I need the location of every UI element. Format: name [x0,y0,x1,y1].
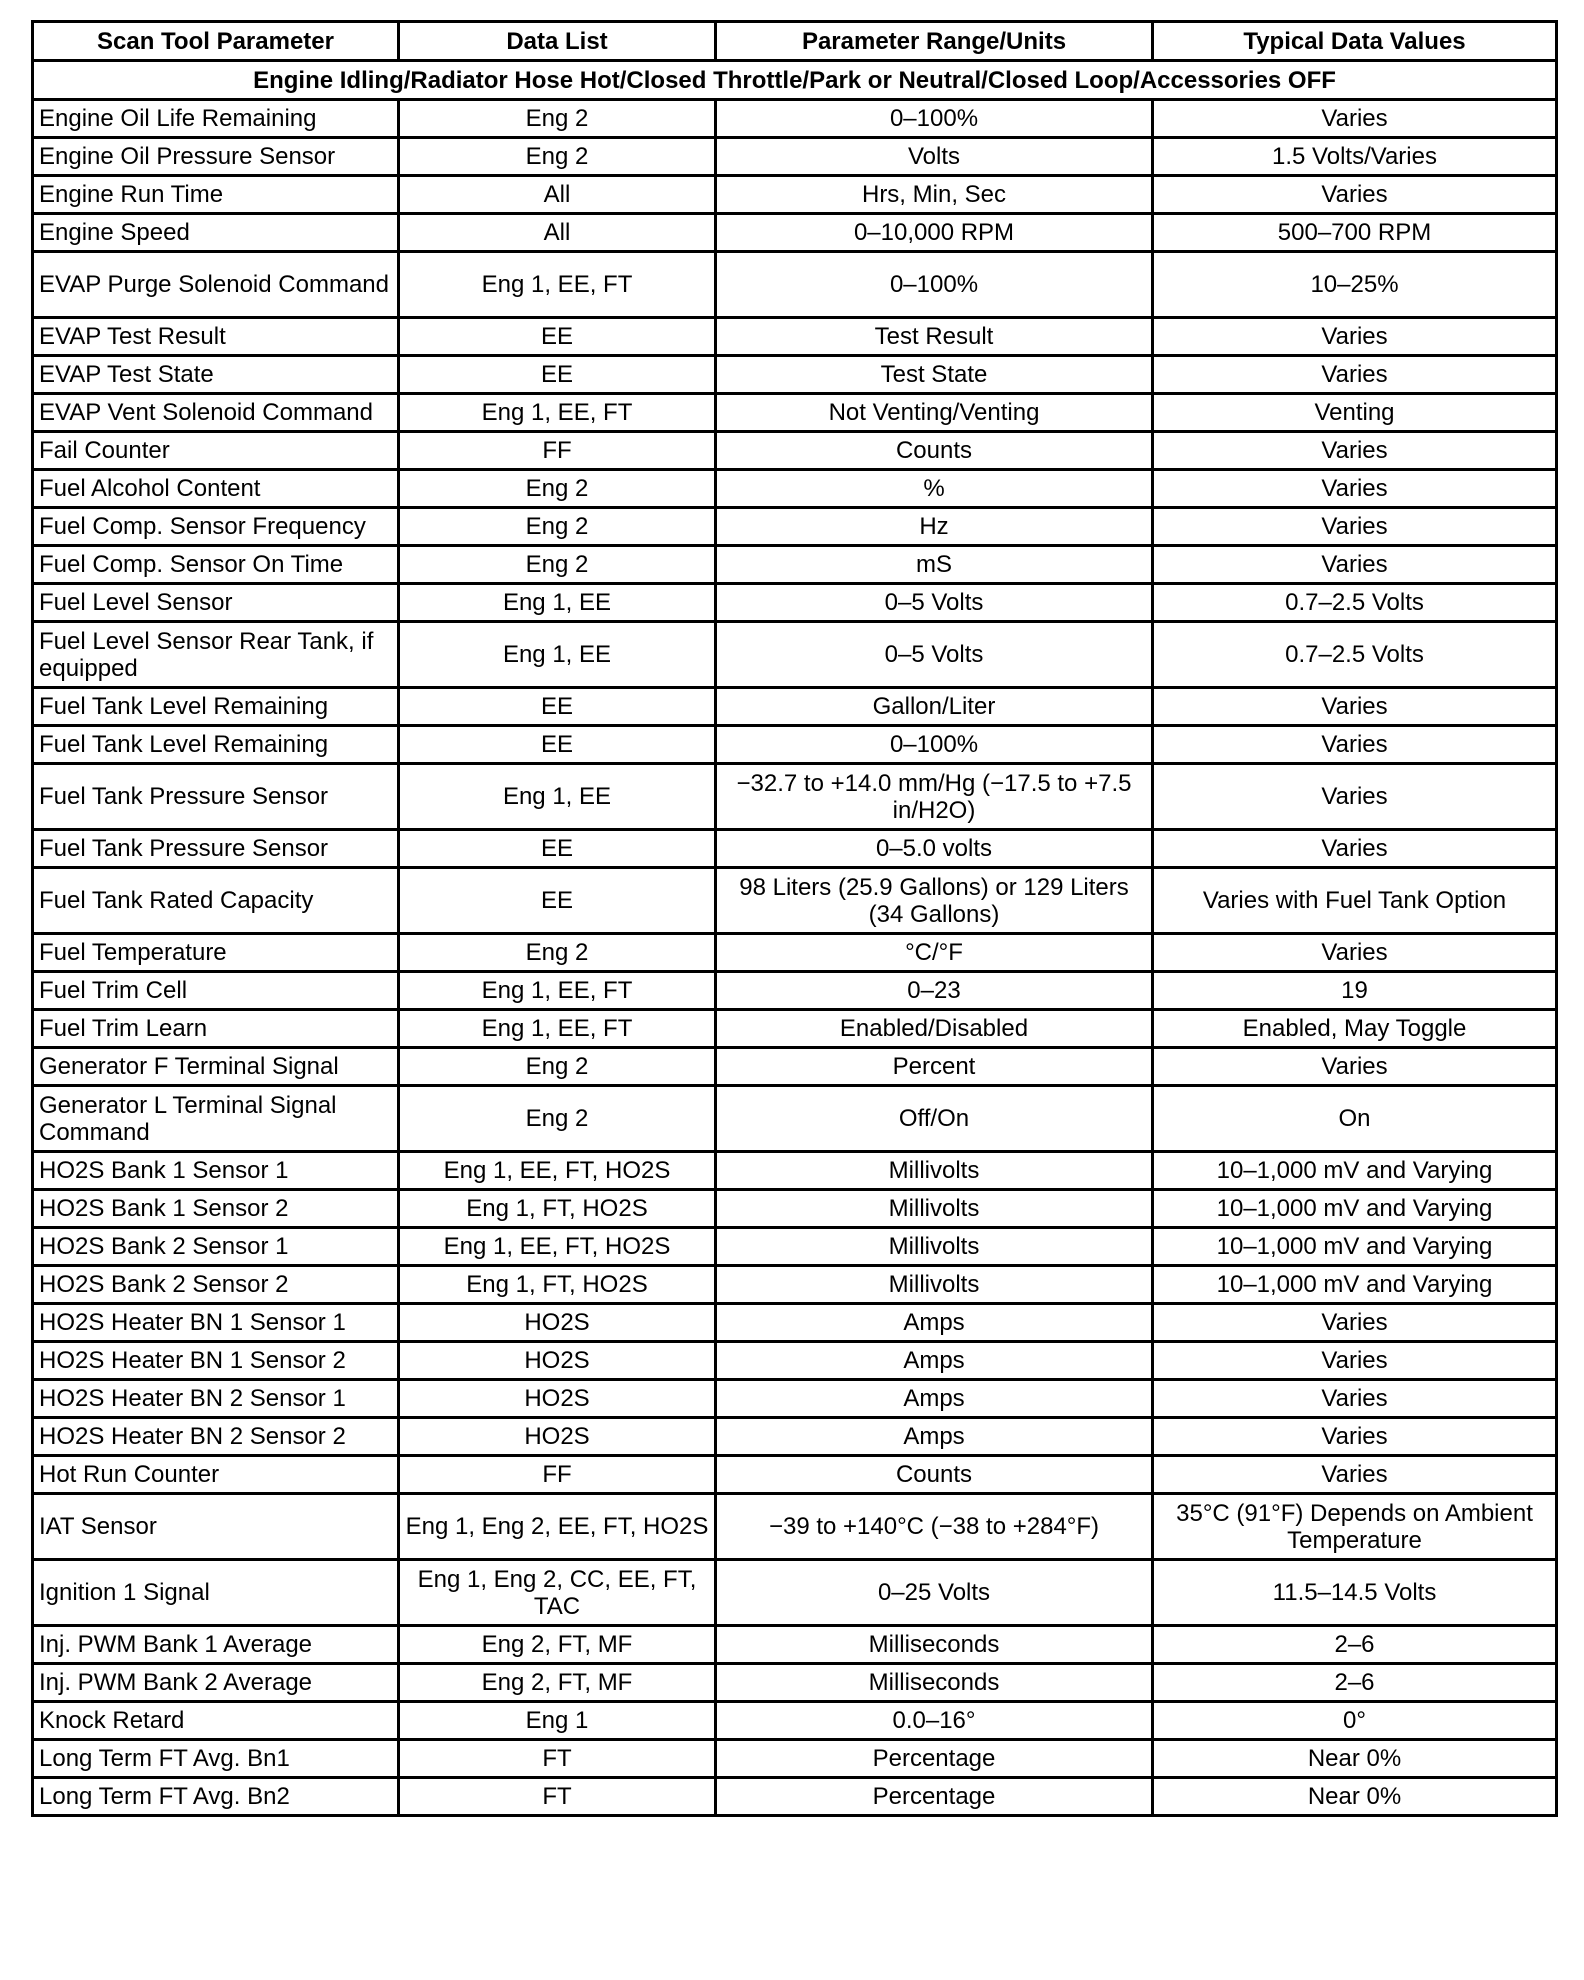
param-cell: Long Term FT Avg. Bn1 [33,1740,399,1778]
table-row [33,1740,1557,1778]
range-units-cell: Milliseconds [716,1664,1153,1702]
param-cell: HO2S Bank 2 Sensor 1 [33,1228,399,1266]
range-units-cell: Amps [716,1380,1153,1418]
range-units-cell: Percent [716,1048,1153,1086]
typical-value-cell: 0.7–2.5 Volts [1153,622,1557,688]
range-units-cell: Millivolts [716,1190,1153,1228]
table-row [33,726,1557,764]
data-list-cell: Eng 1, Eng 2, EE, FT, HO2S [399,1494,716,1560]
param-cell: EVAP Purge Solenoid Command [33,252,399,318]
range-units-cell: % [716,470,1153,508]
data-list-cell: EE [399,356,716,394]
range-units-cell: Not Venting/Venting [716,394,1153,432]
data-list-cell: EE [399,318,716,356]
param-cell: Inj. PWM Bank 2 Average [33,1664,399,1702]
typical-value-cell: Near 0% [1153,1740,1557,1778]
range-units-cell: Hz [716,508,1153,546]
range-units-cell: Amps [716,1304,1153,1342]
data-list-cell: Eng 2 [399,508,716,546]
data-list-cell: Eng 1, EE, FT, HO2S [399,1228,716,1266]
param-cell: HO2S Heater BN 2 Sensor 1 [33,1380,399,1418]
param-cell: HO2S Bank 1 Sensor 1 [33,1152,399,1190]
table-row [33,138,1557,176]
param-cell: Fuel Tank Pressure Sensor [33,830,399,868]
table-row [33,1304,1557,1342]
table-row [33,252,1557,318]
param-cell: Fuel Tank Level Remaining [33,726,399,764]
table-row [33,584,1557,622]
data-list-cell: Eng 1, Eng 2, CC, EE, FT, TAC [399,1560,716,1626]
table-row [33,1560,1557,1626]
data-list-cell: EE [399,688,716,726]
data-list-cell: Eng 2 [399,1048,716,1086]
typical-value-cell: 11.5–14.5 Volts [1153,1560,1557,1626]
table-row [33,318,1557,356]
range-units-cell: Volts [716,138,1153,176]
table-row [33,972,1557,1010]
range-units-cell: Amps [716,1418,1153,1456]
range-units-cell: Millivolts [716,1266,1153,1304]
typical-value-cell: Varies [1153,356,1557,394]
typical-value-cell: 2–6 [1153,1626,1557,1664]
data-list-cell: HO2S [399,1418,716,1456]
data-list-cell: EE [399,868,716,934]
range-units-cell: Percentage [716,1778,1153,1816]
typical-value-cell: Varies [1153,1342,1557,1380]
param-cell: Fuel Comp. Sensor Frequency [33,508,399,546]
range-units-cell: Percentage [716,1740,1153,1778]
typical-value-cell: 0° [1153,1702,1557,1740]
param-cell: Generator F Terminal Signal [33,1048,399,1086]
range-units-cell: 0–5 Volts [716,584,1153,622]
typical-value-cell: On [1153,1086,1557,1152]
param-cell: Fail Counter [33,432,399,470]
header-data-list: Data List [399,22,716,61]
typical-value-cell: Varies [1153,764,1557,830]
param-cell: Fuel Tank Level Remaining [33,688,399,726]
table-row [33,830,1557,868]
param-cell: Fuel Trim Cell [33,972,399,1010]
data-list-cell: Eng 2 [399,1086,716,1152]
table-row [33,1626,1557,1664]
range-units-cell: Millivolts [716,1152,1153,1190]
param-cell: Fuel Level Sensor Rear Tank, if equipped [33,622,399,688]
data-list-cell: Eng 1 [399,1702,716,1740]
table-row [33,394,1557,432]
param-cell: Hot Run Counter [33,1456,399,1494]
data-list-cell: Eng 1, EE, FT [399,1010,716,1048]
data-list-cell: FF [399,1456,716,1494]
typical-value-cell: 10–25% [1153,252,1557,318]
range-units-cell: 0–5.0 volts [716,830,1153,868]
data-list-cell: Eng 1, FT, HO2S [399,1266,716,1304]
typical-value-cell: Varies with Fuel Tank Option [1153,868,1557,934]
typical-value-cell: Varies [1153,176,1557,214]
typical-value-cell: Varies [1153,432,1557,470]
typical-value-cell: Varies [1153,1380,1557,1418]
range-units-cell: −32.7 to +14.0 mm/Hg (−17.5 to +7.5 in/H2O) [716,764,1153,830]
param-cell: Ignition 1 Signal [33,1560,399,1626]
table-row [33,100,1557,138]
typical-value-cell: Varies [1153,508,1557,546]
param-cell: EVAP Vent Solenoid Command [33,394,399,432]
range-units-cell: 0–100% [716,252,1153,318]
table-row [33,688,1557,726]
table-row [33,622,1557,688]
table-row [33,470,1557,508]
table-row [33,1702,1557,1740]
typical-value-cell: Varies [1153,934,1557,972]
data-list-cell: Eng 1, FT, HO2S [399,1190,716,1228]
range-units-cell: 0–5 Volts [716,622,1153,688]
typical-value-cell: Varies [1153,688,1557,726]
data-list-cell: EE [399,726,716,764]
data-list-cell: Eng 2 [399,138,716,176]
typical-value-cell: Varies [1153,1418,1557,1456]
typical-value-cell: 1.5 Volts/Varies [1153,138,1557,176]
range-units-cell: Enabled/Disabled [716,1010,1153,1048]
table-row [33,1010,1557,1048]
range-units-cell: Millivolts [716,1228,1153,1266]
table-row [33,1266,1557,1304]
header-scan-tool-parameter: Scan Tool Parameter [33,22,399,61]
table-row [33,432,1557,470]
typical-value-cell: Varies [1153,1304,1557,1342]
data-list-cell: Eng 1, EE [399,764,716,830]
param-cell: HO2S Heater BN 1 Sensor 1 [33,1304,399,1342]
typical-value-cell: 0.7–2.5 Volts [1153,584,1557,622]
typical-value-cell: Varies [1153,830,1557,868]
data-list-cell: Eng 1, EE, FT [399,252,716,318]
range-units-cell: mS [716,546,1153,584]
typical-value-cell: Varies [1153,546,1557,584]
scan-tool-data-table [31,20,1558,1817]
data-list-cell: All [399,214,716,252]
data-list-cell: HO2S [399,1380,716,1418]
data-list-cell: HO2S [399,1342,716,1380]
header-row [33,22,1557,61]
data-list-cell: Eng 2, FT, MF [399,1664,716,1702]
data-list-cell: Eng 2 [399,546,716,584]
data-list-cell: FF [399,432,716,470]
section-title: Engine Idling/Radiator Hose Hot/Closed Throttle/Park or Neutral/Closed Loop/Accessories OFF [33,61,1557,100]
table-row [33,1664,1557,1702]
param-cell: Fuel Alcohol Content [33,470,399,508]
header-typical-data-values: Typical Data Values [1153,22,1557,61]
section-row [33,61,1557,100]
range-units-cell: 0–23 [716,972,1153,1010]
typical-value-cell: Varies [1153,318,1557,356]
typical-value-cell: 35°C (91°F) Depends on Ambient Temperature [1153,1494,1557,1560]
data-list-cell: Eng 2, FT, MF [399,1626,716,1664]
table-row [33,1778,1557,1816]
param-cell: Fuel Level Sensor [33,584,399,622]
data-list-cell: EE [399,830,716,868]
range-units-cell: Milliseconds [716,1626,1153,1664]
table-row [33,1380,1557,1418]
typical-value-cell: Near 0% [1153,1778,1557,1816]
param-cell: Fuel Trim Learn [33,1010,399,1048]
header-parameter-range-units: Parameter Range/Units [716,22,1153,61]
range-units-cell: 0–100% [716,100,1153,138]
param-cell: HO2S Bank 2 Sensor 2 [33,1266,399,1304]
range-units-cell: Gallon/Liter [716,688,1153,726]
table-row [33,1418,1557,1456]
table-row [33,1190,1557,1228]
range-units-cell: −39 to +140°C (−38 to +284°F) [716,1494,1153,1560]
range-units-cell: 0–100% [716,726,1153,764]
data-list-cell: Eng 1, EE, FT [399,972,716,1010]
range-units-cell: 98 Liters (25.9 Gallons) or 129 Liters (34 Gallons) [716,868,1153,934]
typical-value-cell: Enabled, May Toggle [1153,1010,1557,1048]
typical-value-cell: 10–1,000 mV and Varying [1153,1190,1557,1228]
table-row [33,214,1557,252]
typical-value-cell: Varies [1153,1048,1557,1086]
data-list-cell: FT [399,1778,716,1816]
range-units-cell: Test Result [716,318,1153,356]
range-units-cell: 0–25 Volts [716,1560,1153,1626]
param-cell: Fuel Temperature [33,934,399,972]
range-units-cell: Hrs, Min, Sec [716,176,1153,214]
range-units-cell: Counts [716,1456,1153,1494]
data-list-cell: Eng 2 [399,934,716,972]
param-cell: Fuel Comp. Sensor On Time [33,546,399,584]
table-row [33,1152,1557,1190]
table-row [33,176,1557,214]
data-list-cell: FT [399,1740,716,1778]
param-cell: Engine Speed [33,214,399,252]
typical-value-cell: 2–6 [1153,1664,1557,1702]
range-units-cell: 0–10,000 RPM [716,214,1153,252]
data-list-cell: Eng 2 [399,100,716,138]
data-list-cell: All [399,176,716,214]
table-row [33,934,1557,972]
param-cell: Engine Oil Life Remaining [33,100,399,138]
data-list-cell: Eng 1, EE, FT, HO2S [399,1152,716,1190]
table-row [33,1086,1557,1152]
table-row [33,1342,1557,1380]
range-units-cell: 0.0–16° [716,1702,1153,1740]
table-row [33,356,1557,394]
table-row [33,546,1557,584]
typical-value-cell: 500–700 RPM [1153,214,1557,252]
typical-value-cell: Varies [1153,726,1557,764]
table-row [33,508,1557,546]
param-cell: IAT Sensor [33,1494,399,1560]
table-row [33,1494,1557,1560]
param-cell: Fuel Tank Pressure Sensor [33,764,399,830]
data-list-cell: Eng 1, EE [399,622,716,688]
data-list-cell: Eng 1, EE [399,584,716,622]
param-cell: Inj. PWM Bank 1 Average [33,1626,399,1664]
range-units-cell: Counts [716,432,1153,470]
table-body [33,61,1557,1816]
table-row [33,1228,1557,1266]
range-units-cell: Off/On [716,1086,1153,1152]
param-cell: Long Term FT Avg. Bn2 [33,1778,399,1816]
table-row [33,868,1557,934]
data-list-cell: Eng 2 [399,470,716,508]
range-units-cell: °C/°F [716,934,1153,972]
param-cell: EVAP Test State [33,356,399,394]
data-list-cell: Eng 1, EE, FT [399,394,716,432]
param-cell: HO2S Heater BN 1 Sensor 2 [33,1342,399,1380]
data-list-cell: HO2S [399,1304,716,1342]
param-cell: EVAP Test Result [33,318,399,356]
typical-value-cell: Varies [1153,100,1557,138]
typical-value-cell: Venting [1153,394,1557,432]
param-cell: HO2S Heater BN 2 Sensor 2 [33,1418,399,1456]
typical-value-cell: Varies [1153,1456,1557,1494]
typical-value-cell: 19 [1153,972,1557,1010]
param-cell: Engine Run Time [33,176,399,214]
param-cell: Knock Retard [33,1702,399,1740]
typical-value-cell: 10–1,000 mV and Varying [1153,1266,1557,1304]
table-row [33,764,1557,830]
param-cell: Engine Oil Pressure Sensor [33,138,399,176]
param-cell: HO2S Bank 1 Sensor 2 [33,1190,399,1228]
table-row [33,1048,1557,1086]
scan-tool-data-sheet [31,20,1558,1817]
param-cell: Generator L Terminal Signal Command [33,1086,399,1152]
param-cell: Fuel Tank Rated Capacity [33,868,399,934]
typical-value-cell: Varies [1153,470,1557,508]
typical-value-cell: 10–1,000 mV and Varying [1153,1152,1557,1190]
table-row [33,1456,1557,1494]
range-units-cell: Test State [716,356,1153,394]
range-units-cell: Amps [716,1342,1153,1380]
typical-value-cell: 10–1,000 mV and Varying [1153,1228,1557,1266]
